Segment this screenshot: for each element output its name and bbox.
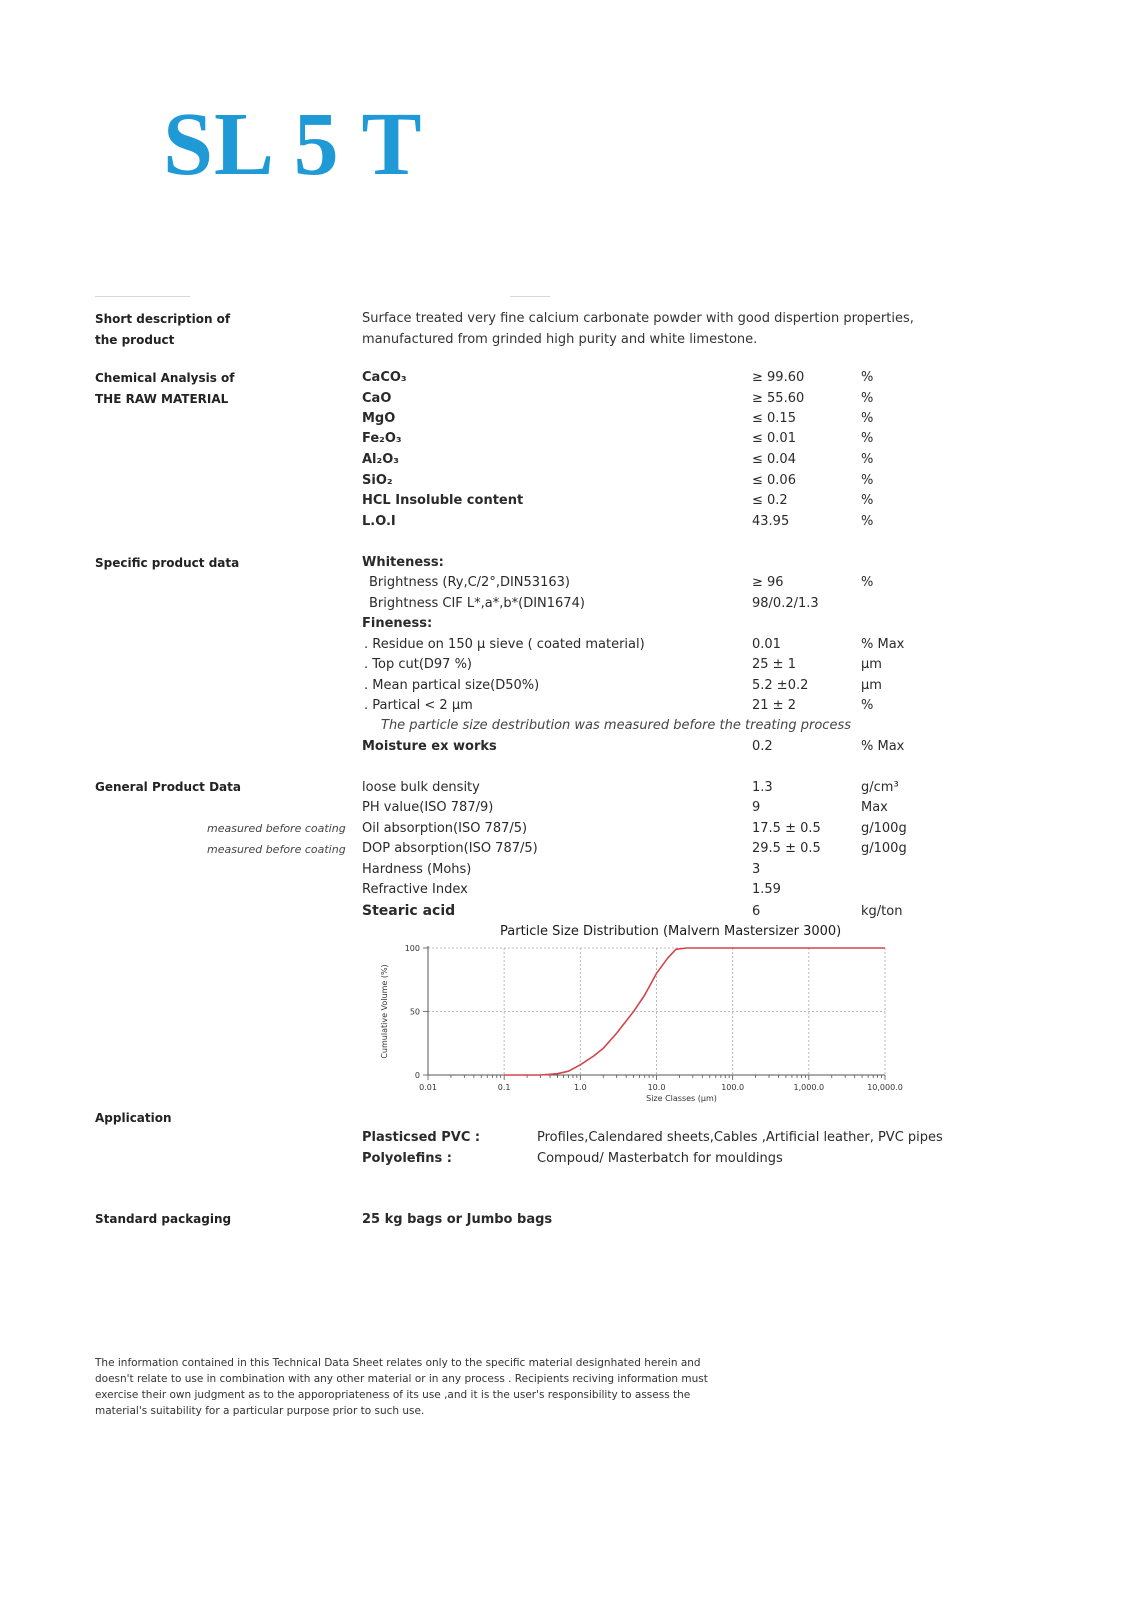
measured-note-2: measured before coating [207,843,346,856]
chem-name: L.O.I [362,514,396,529]
chem-value: ≥ 99.60 [752,370,805,385]
general-name: loose bulk density [362,780,480,795]
chart-labels [380,944,903,1103]
short-description-text-1: Surface treated very fine calcium carbonate powder with good dispertion properties, [362,311,914,326]
brightness-1-value: ≥ 96 [752,575,784,590]
chem-value: ≤ 0.2 [752,493,788,508]
fineness-name: . Partical < 2 μm [364,698,473,713]
fineness-unit: % Max [861,637,905,652]
fineness-unit: μm [861,657,882,672]
chem-unit: % [861,411,874,426]
application-value: Compoud/ Masterbatch for mouldings [537,1151,783,1166]
chem-unit: % [861,391,874,406]
moisture-name: Moisture ex works [362,739,497,754]
brightness-1-name: Brightness (Ry,C/2°,DIN53163) [369,575,570,590]
chem-unit: % [861,431,874,446]
brightness-1-unit: % [861,575,874,590]
fineness-value: 21 ± 2 [752,698,796,713]
chem-value: 43.95 [752,514,790,529]
short-description-text-2: manufactured from grinded high purity and white limestone. [362,332,758,347]
specific-label: Specific product data [95,556,240,570]
whiteness-heading: Whiteness: [362,555,444,570]
chem-name: HCL Insoluble content [362,493,524,508]
chem-name: Al₂O₃ [362,452,399,467]
brightness-2-value: 98/0.2/1.3 [752,596,819,611]
fineness-value: 5.2 ±0.2 [752,678,809,693]
fineness-value: 25 ± 1 [752,657,796,672]
chem-name: Fe₂O₃ [362,431,402,446]
application-label: Application [95,1111,172,1125]
fineness-name: . Mean partical size(D50%) [364,678,540,693]
moisture-value: 0.2 [752,739,773,754]
chem-name: SiO₂ [362,473,393,488]
stearic-value: 6 [752,904,761,919]
fineness-heading: Fineness: [362,616,433,631]
packaging-value: 25 kg bags or Jumbo bags [362,1212,553,1227]
x-tick-label: 1,000.0 [793,1083,825,1092]
chem-unit: % [861,473,874,488]
chem-name: CaCO₃ [362,370,407,385]
x-tick-label: 10.0 [647,1083,666,1092]
y-tick-label: 0 [414,1071,420,1080]
x-tick-label: 1.0 [573,1083,587,1092]
psd-note: The particle size destribution was measured before the treating process [381,718,851,733]
chem-value: ≥ 55.60 [752,391,805,406]
fineness-unit: μm [861,678,882,693]
chart-axes [423,946,885,1080]
short-description-label-2: the product [95,333,175,347]
disclaimer: The information contained in this Technical Data Sheet relates only to the specific material designhated herein and doesn't relate to use in combination with any other material or in any process . Recipients reciving information must exercise their own judgment as to the apporopriateness of its use ,and it is the user's responsibility to assess the material's suitability for a particular purpose prior to such use. [95,1357,708,1417]
general-label: General Product Data [95,780,241,794]
measured-note-1: measured before coating [207,822,346,835]
chem-name: MgO [362,411,396,426]
fineness-value: 0.01 [752,637,781,652]
general-value: 1.59 [752,882,781,897]
application-name: Polyolefins : [362,1151,452,1166]
product-title: SL 5 T [163,95,423,194]
psd-chart [370,940,915,1110]
general-name: Oil absorption(ISO 787/5) [362,821,528,836]
chem-unit: % [861,370,874,385]
short-description-label-1: Short description of [95,312,231,326]
application-name: Plasticsed PVC : [362,1130,481,1145]
y-tick-label: 50 [409,1007,420,1017]
fineness-name: . Top cut(D97 %) [364,657,472,672]
general-name: PH value(ISO 787/9) [362,800,494,815]
chemical-label-2: THE RAW MATERIAL [95,392,229,406]
chem-value: ≤ 0.15 [752,411,796,426]
chem-unit: % [861,452,874,467]
stearic-name: Stearic acid [362,903,456,919]
x-tick-label: 10,000.0 [867,1083,903,1092]
faint-rule-left [95,296,190,297]
fineness-name: . Residue on 150 μ sieve ( coated material) [364,637,645,652]
general-unit: Max [861,800,888,815]
x-tick-label: 0.1 [497,1083,511,1092]
application-value: Profiles,Calendared sheets,Cables ,Artificial leather, PVC pipes [537,1130,943,1145]
chem-value: ≤ 0.04 [752,452,796,467]
y-tick-label: 100 [404,944,420,953]
x-axis-label: Size Classes (μm) [646,1094,717,1103]
general-value: 3 [752,862,761,877]
general-value: 29.5 ± 0.5 [752,841,821,856]
chem-name: CaO [362,391,392,406]
general-unit: g/cm³ [861,780,899,795]
chem-unit: % [861,514,874,529]
general-unit: g/100g [861,821,907,836]
general-value: 1.3 [752,780,773,795]
faint-rule-right [510,296,550,297]
general-value: 9 [752,800,761,815]
chart-grid [428,948,885,1075]
stearic-unit: kg/ton [861,904,903,919]
general-name: Refractive Index [362,882,468,897]
chem-value: ≤ 0.06 [752,473,796,488]
moisture-unit: % Max [861,739,905,754]
packaging-label: Standard packaging [95,1212,232,1226]
general-value: 17.5 ± 0.5 [752,821,821,836]
general-name: Hardness (Mohs) [362,862,472,877]
chem-unit: % [861,493,874,508]
general-name: DOP absorption(ISO 787/5) [362,841,538,856]
fineness-unit: % [861,698,874,713]
brightness-2-name: Brightness CIF L*,a*,b*(DIN1674) [369,596,585,611]
x-tick-label: 0.01 [419,1083,437,1092]
y-axis-label: Cumulative Volume (%) [380,964,389,1059]
x-tick-label: 100.0 [721,1083,745,1092]
general-unit: g/100g [861,841,907,856]
chemical-label-1: Chemical Analysis of [95,371,235,385]
chem-value: ≤ 0.01 [752,431,796,446]
chart-title: Particle Size Distribution (Malvern Mastersizer 3000) [500,924,842,939]
